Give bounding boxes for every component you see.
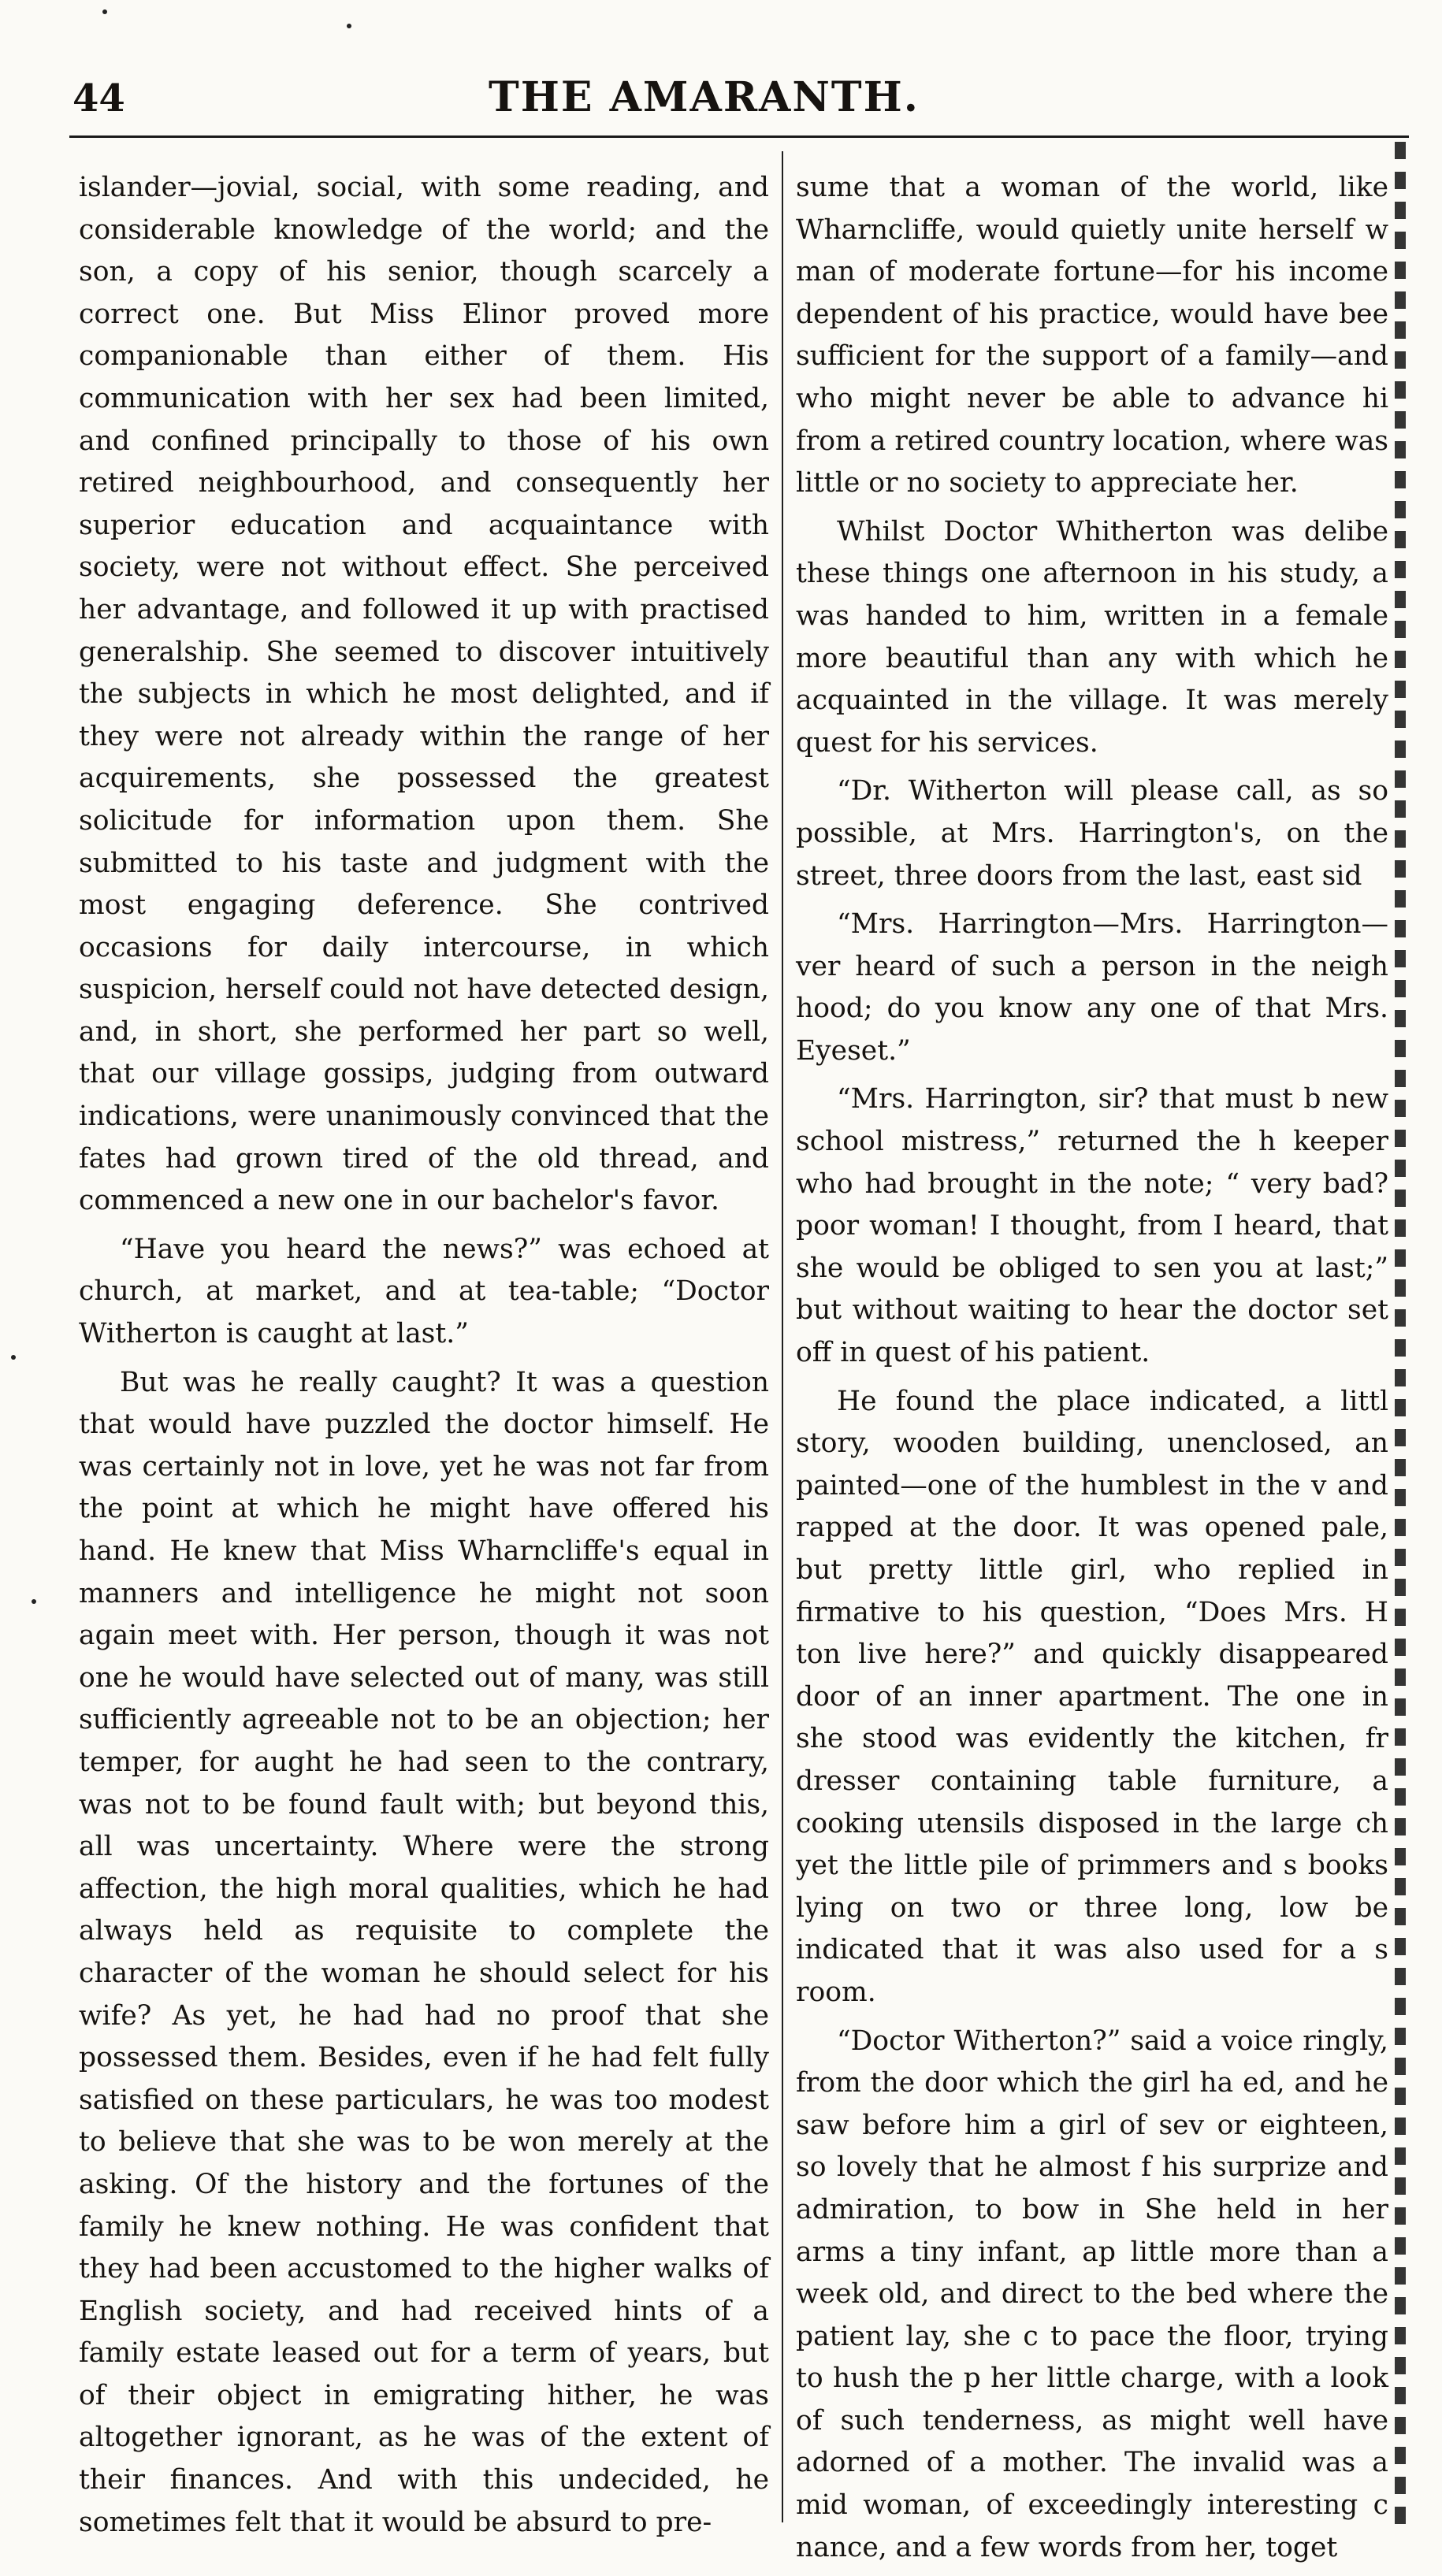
paragraph: He found the place indicated, a littl story, wooden building, unenclosed, an painted—one of the humblest in the v and rapped at the door. It was opened pale, but pretty little girl, who replied in firmative to his question, “Does Mrs. H ton live here?” and quickly disappeared door of an inner apartment. The one in she stood was evidently the kitchen, fr dresser containing table furniture, a cooking utensils disposed in the large ch yet the little pile of primmers and s books lying on two or three long, low be indicated that it was also used for a s room. (796, 1385, 1388, 2008)
scan-speck (102, 9, 107, 14)
scan-speck (347, 24, 351, 28)
paragraph: Whilst Doctor Whitherton was delibe these things one afternoon in his study, a was handed to him, written in a female more beautiful than any with which he acquainted in the village. It was merely quest for his services. (796, 515, 1388, 759)
right-column (796, 167, 1388, 2575)
paragraph: But was he really caught? It was a question that would have puzzled the doctor himself. He was certainly not in love, yet he was not far from the point at which he might have offered his hand. He knew that Miss Wharncliffe's equal in manners and intelligence he might not soon again meet with. Her person, though it was not one he would have selected out of many, was still sufficiently agreeable not to be an objection; her temper, for aught he had seen to the contrary, was not to be found fault with; but beyond this, all was uncertainty. Where were the strong affection, the high moral qualities, which he had always held as requisite to complete the character of the woman he should select for his wife? As yet, he had had no proof that she possessed them. Besides, even if he had felt fully satisfied on these particulars, he was too modest to believe that she was to be won merely at the asking. Of the history and the fortunes of the family he knew nothing. He was confident that they had been accustomed to the higher walks of English society, and had received hints of a family estate leased out for a term of years, but of their object in emigrating hither, he was altogether ignorant, as he was of the extent of their finances. And with this undecided, he sometimes felt that it would be absurd to pre- (79, 1366, 769, 2538)
scan-speck (32, 1599, 36, 1604)
header-rule (69, 135, 1409, 138)
paragraph: “Have you heard the news?” was echoed at church, at market, and at tea-table; “Doctor Witherton is caught at last.” (79, 1233, 769, 1350)
paragraph: “Dr. Witherton will please call, as so possible, at Mrs. Harrington's, on the street, three doors from the last, east sid (796, 775, 1388, 892)
running-title: THE AMARANTH. (489, 73, 920, 121)
paragraph: sume that a woman of the world, like Wharncliffe, would quietly unite herself w man of moderate fortune—for his income dependent of his practice, would have bee sufficient for the support of a family—and who might never be able to advance hi from a retired country location, where was little or no society to appreciate her. (796, 172, 1388, 499)
left-column (79, 167, 769, 2550)
right-margin-scan-artifact (1395, 142, 1406, 2537)
page-number: 44 (72, 76, 125, 121)
paragraph: “Doctor Witherton?” said a voice ringly, from the door which the girl ha ed, and he saw before him a girl of sev or eighteen, so lovely that he almost f his surprize and admiration, to bow in She held in her arms a tiny infant, ap little more than a week old, and direct to the bed where the patient lay, she c to pace the floor, trying to hush the p her little charge, with a look of such tenderness, as might well have adorned of a mother. The invalid was a mid woman, of exceedingly interesting c nance, and a few words from her, toget (796, 2025, 1388, 2563)
paragraph: “Mrs. Harrington—Mrs. Harrington— ver heard of such a person in the neigh hood; do you know any one of that Mrs. Eyeset.” (796, 908, 1388, 1067)
scan-speck (11, 1355, 16, 1360)
paragraph: islander—jovial, social, with some reading, and considerable knowledge of the world; and the son, a copy of his senior, though scarcely a correct one. But Miss Elinor proved more companionable than either of them. His communication with her sex had been limited, and confined principally to those of his own retired neighbourhood, and consequently her superior education and acquaintance with society, were not without effect. She perceived her advantage, and followed it up with practised generalship. She seemed to discover intuitively the subjects in which he most delighted, and if they were not already within the range of her acquirements, she possessed the greatest solicitude for information upon them. She submitted to his taste and judgment with the most engaging deference. She contrived occasions for daily intercourse, in which suspicion, herself could not have detected design, and, in short, she performed her part so well, that our village gossips, judging from outward indications, were unanimously convinced that the fates had grown tired of the old thread, and commenced a new one in our bachelor's favor. (79, 172, 769, 1217)
paragraph: “Mrs. Harrington, sir? that must b new school mistress,” returned the h keeper who had brought in the note; “ very bad? poor woman! I thought, from I heard, that she would be obliged to sen you at last;” but without waiting to hear the doctor set off in quest of his patient. (796, 1083, 1388, 1369)
column-divider (782, 151, 783, 2522)
